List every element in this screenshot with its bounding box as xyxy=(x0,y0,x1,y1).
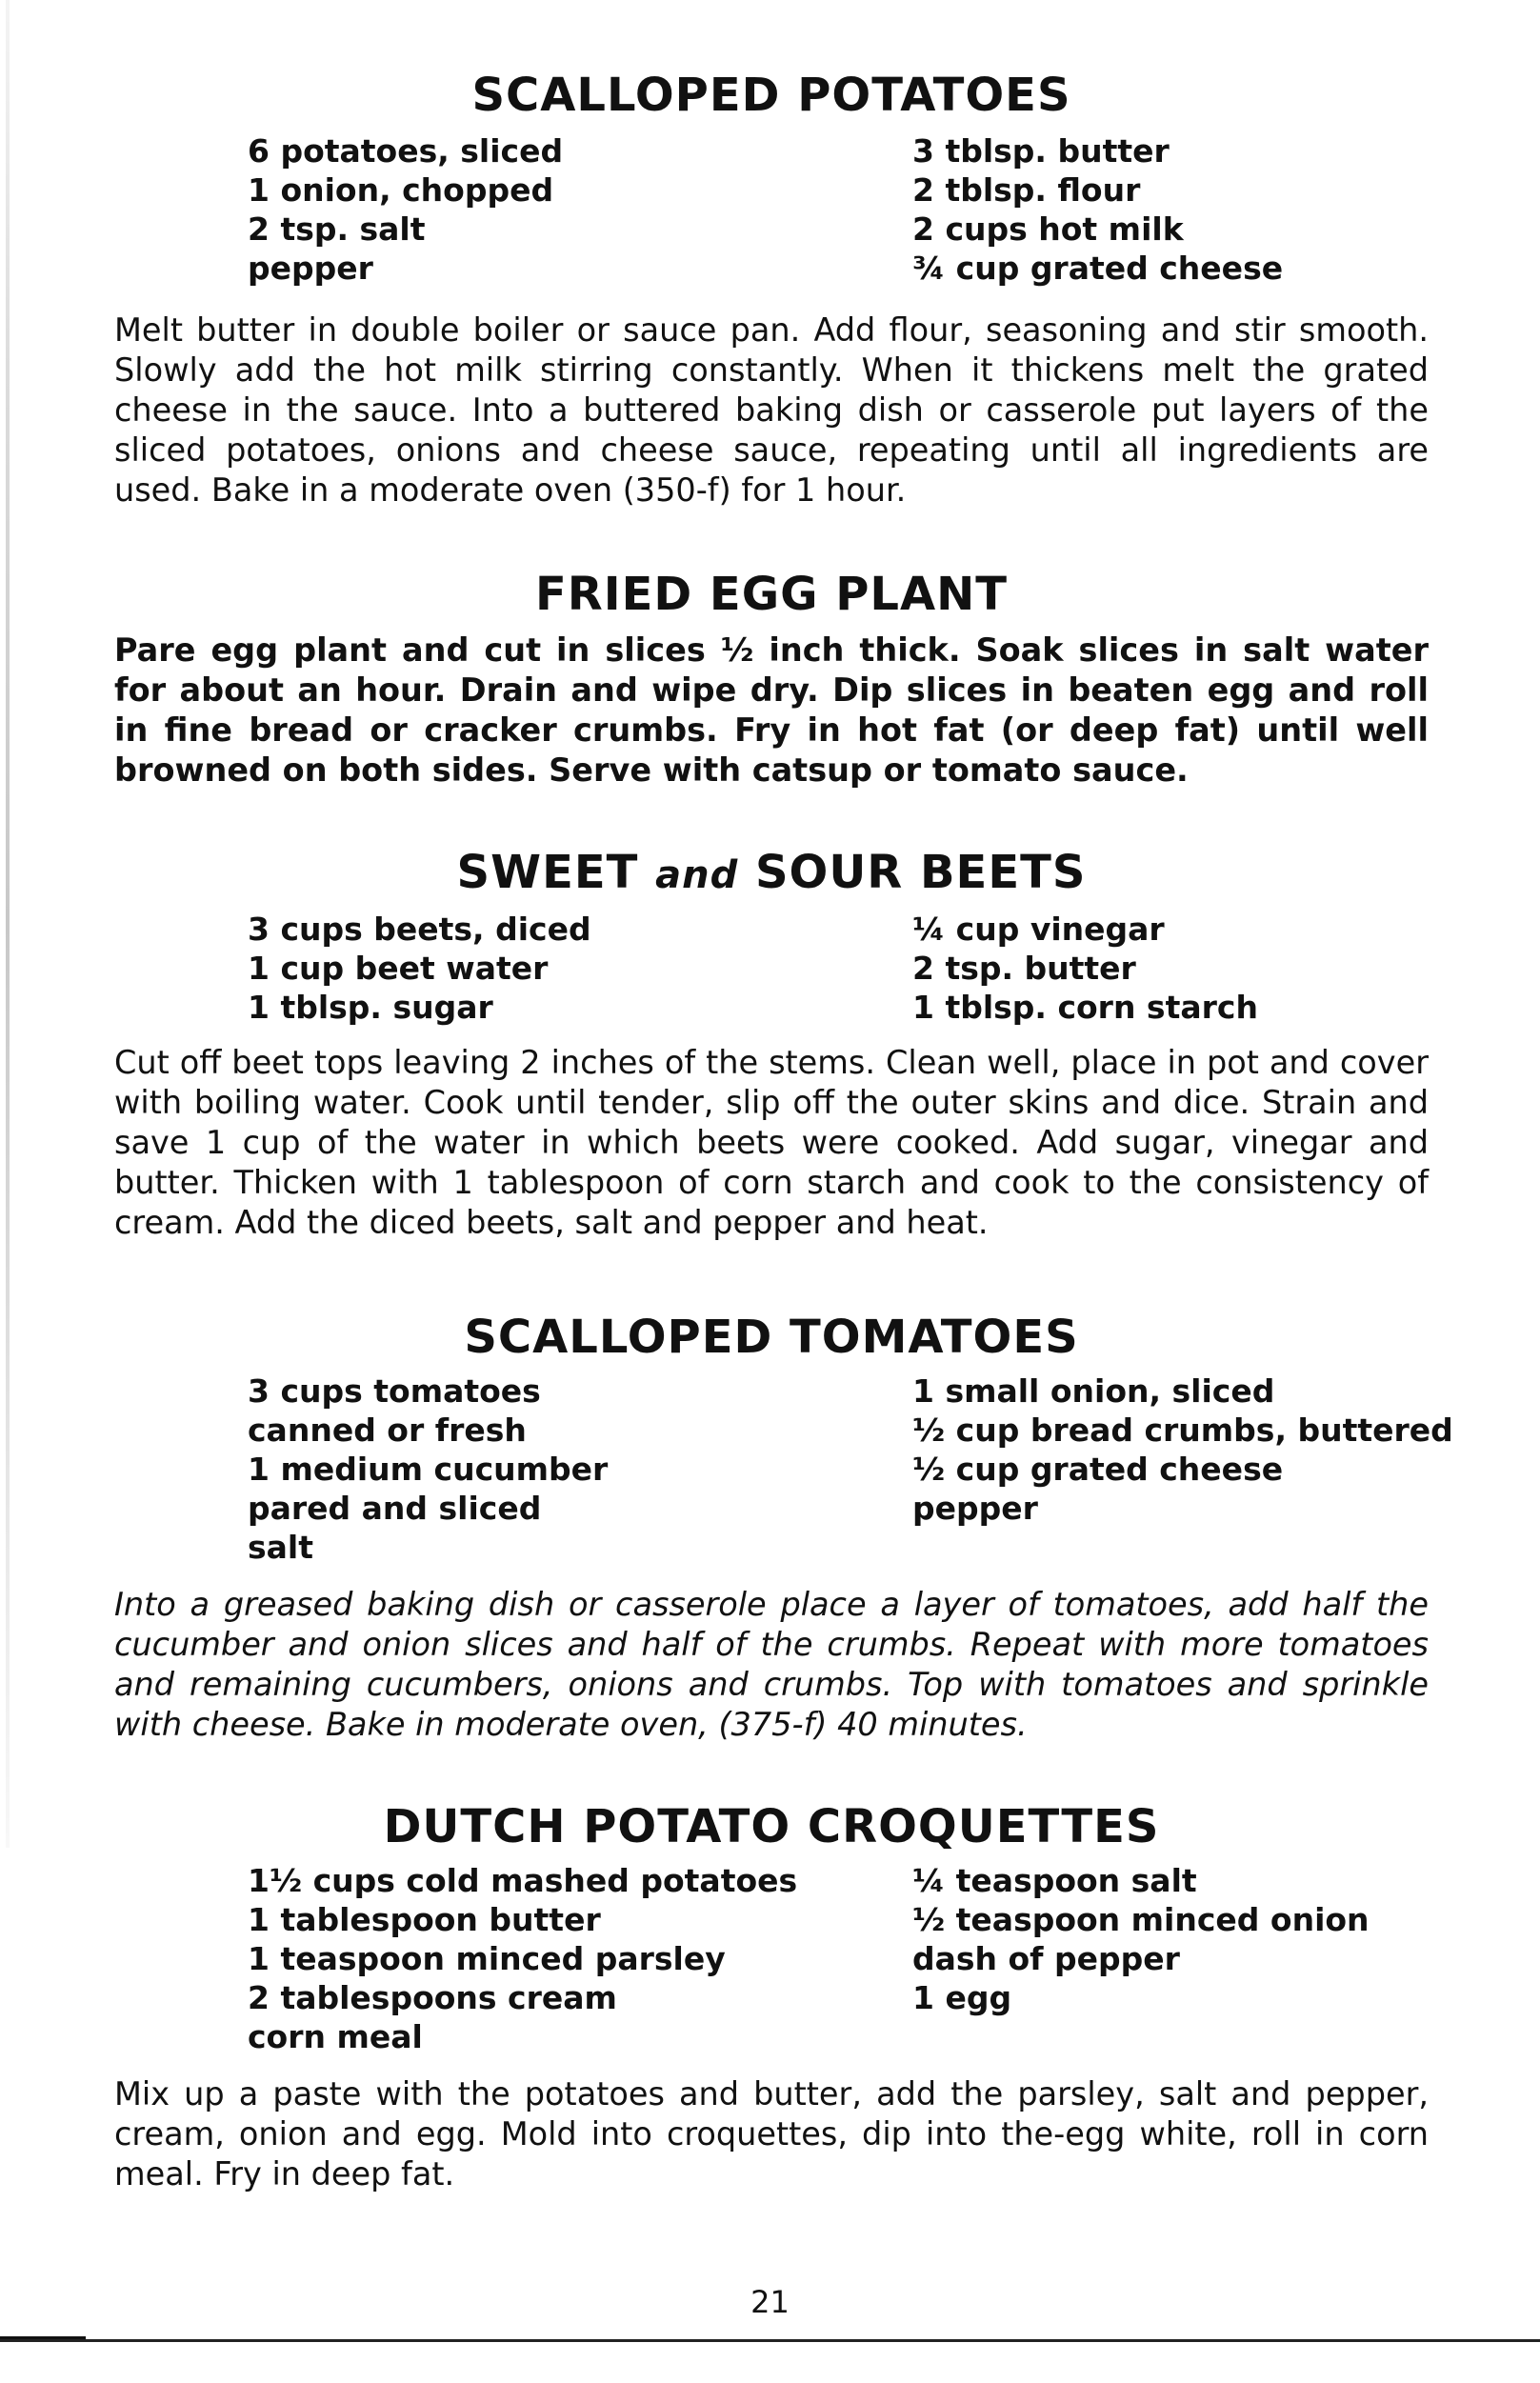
ingredient: canned or fresh xyxy=(248,1412,527,1449)
recipe-method: Mix up a paste with the potatoes and butter, add the parsley, salt and pepper, cream, onion and egg. Mold into croquettes, dip into the-egg white, roll in corn meal. Fry in deep fat. xyxy=(114,2075,1429,2193)
ingredient: 2 cups hot milk xyxy=(912,210,1184,248)
ingredient: 2 tablespoons cream xyxy=(248,1979,617,2016)
ingredient: pared and sliced xyxy=(248,1490,542,1527)
recipe-method: Pare egg plant and cut in slices ½ inch thick. Soak slices in salt water for about an hour. Drain and wipe dry. Dip slices in beaten egg and roll in fine bread or cracker crumbs. Fry in hot fat (or deep fat) until well browned on both sides. Serve with catsup or tomato sauce. xyxy=(114,631,1429,789)
recipe-dutch-potato-croquettes xyxy=(114,1800,1429,2194)
ingredients-right-column xyxy=(912,910,1258,1027)
ingredient: 1 teaspoon minced parsley xyxy=(248,1940,726,1977)
title-word-italic: and xyxy=(655,853,739,897)
ingredient: 1 tblsp. corn starch xyxy=(912,989,1258,1026)
ingredient: 1 medium cucumber xyxy=(248,1451,609,1488)
ingredients-left-column xyxy=(248,910,591,1027)
recipe-title: FRIED EGG PLANT xyxy=(534,568,1009,621)
ingredient: pepper xyxy=(248,250,373,287)
ingredient: ½ cup bread crumbs, buttered xyxy=(912,1412,1453,1449)
ingredient: 1½ cups cold mashed potatoes xyxy=(248,1862,798,1899)
ingredient: 1 cup beet water xyxy=(248,950,549,987)
recipe-scalloped-tomatoes xyxy=(114,1311,1453,1745)
ingredient-list xyxy=(114,910,1429,1030)
ingredient: salt xyxy=(248,1529,313,1566)
recipe-fried-egg-plant xyxy=(114,568,1429,791)
page-number: 21 xyxy=(750,2284,790,2320)
ingredient: ½ cup grated cheese xyxy=(912,1451,1284,1488)
recipe-sweet-and-sour-beets xyxy=(114,846,1429,1243)
ingredient: 2 tblsp. flour xyxy=(912,171,1141,209)
ingredient-list xyxy=(114,1861,1429,2061)
ingredient: ½ teaspoon minced onion xyxy=(912,1901,1370,1938)
ingredient: 6 potatoes, sliced xyxy=(248,132,564,170)
ingredient: corn meal xyxy=(248,2018,423,2055)
ingredient: 1 tablespoon butter xyxy=(248,1901,601,1938)
ingredient: 2 tsp. butter xyxy=(912,950,1136,987)
recipe-title: DUTCH POTATO CROQUETTES xyxy=(383,1800,1160,1853)
recipe-title xyxy=(114,846,1429,902)
ingredients-left-column xyxy=(248,1372,608,1567)
title-word: SWEET xyxy=(456,846,639,899)
ingredient: ¼ teaspoon salt xyxy=(912,1862,1197,1899)
ingredient: 1 onion, chopped xyxy=(248,171,554,209)
ingredient-list xyxy=(114,131,1429,293)
ingredients-right-column xyxy=(912,131,1283,288)
left-page-edge xyxy=(6,0,10,1848)
recipe-method: Melt butter in double boiler or sauce pan. Add flour, seasoning and stir smooth. Slowly add the hot milk stirring constantly. When it thickens melt the grated cheese in the sauce. Into a buttered baking dish or casserole put layers of the sliced potatoes, onions and cheese sauce, repeating until all ingredients are used. Bake in a moderate oven (350-f) for 1 hour. xyxy=(114,311,1429,509)
ingredient-list xyxy=(114,1372,1453,1572)
ingredients-right-column xyxy=(912,1372,1453,1528)
ingredient: 3 tblsp. butter xyxy=(912,132,1170,170)
recipe-method: Into a greased baking dish or casserole place a layer of tomatoes, add half the cucumber and onion slices and half of the crumbs. Repeat with more tomatoes and remaining cucumbers, onions and crumbs. Top with tomatoes and sprinkle with cheese. Bake in moderate oven, (375-f) 40 minutes. xyxy=(114,1586,1429,1743)
ingredient: 1 egg xyxy=(912,1979,1012,2016)
ingredient: 3 cups beets, diced xyxy=(248,911,591,948)
ingredient: 3 cups tomatoes xyxy=(248,1372,541,1410)
ingredient: pepper xyxy=(912,1490,1038,1527)
ingredient: dash of pepper xyxy=(912,1940,1180,1977)
recipe-scalloped-potatoes xyxy=(114,69,1429,511)
bottom-rule xyxy=(0,2339,1540,2342)
ingredient: 1 tblsp. sugar xyxy=(248,989,493,1026)
recipe-method: Cut off beet tops leaving 2 inches of the stems. Clean well, place in pot and cover with boiling water. Cook until tender, slip off the outer skins and dice. Strain and save 1 cup of the water in which beets were cooked. Add sugar, vinegar and butter. Thicken with 1 tablespoon of corn starch and cook to the consistency of cream. Add the diced beets, salt and pepper and heat. xyxy=(114,1044,1429,1241)
ingredient: 1 small onion, sliced xyxy=(912,1372,1275,1410)
recipe-title: SCALLOPED TOMATOES xyxy=(464,1311,1079,1364)
ingredient: 2 tsp. salt xyxy=(248,210,426,248)
ingredient: ¾ cup grated cheese xyxy=(912,250,1284,287)
ingredients-left-column xyxy=(248,1861,797,2056)
ingredient: ¼ cup vinegar xyxy=(912,911,1165,948)
ingredients-left-column xyxy=(248,131,563,288)
title-word: SOUR BEETS xyxy=(754,846,1087,899)
ingredients-right-column xyxy=(912,1861,1370,2017)
recipe-title: SCALLOPED POTATOES xyxy=(471,69,1071,122)
